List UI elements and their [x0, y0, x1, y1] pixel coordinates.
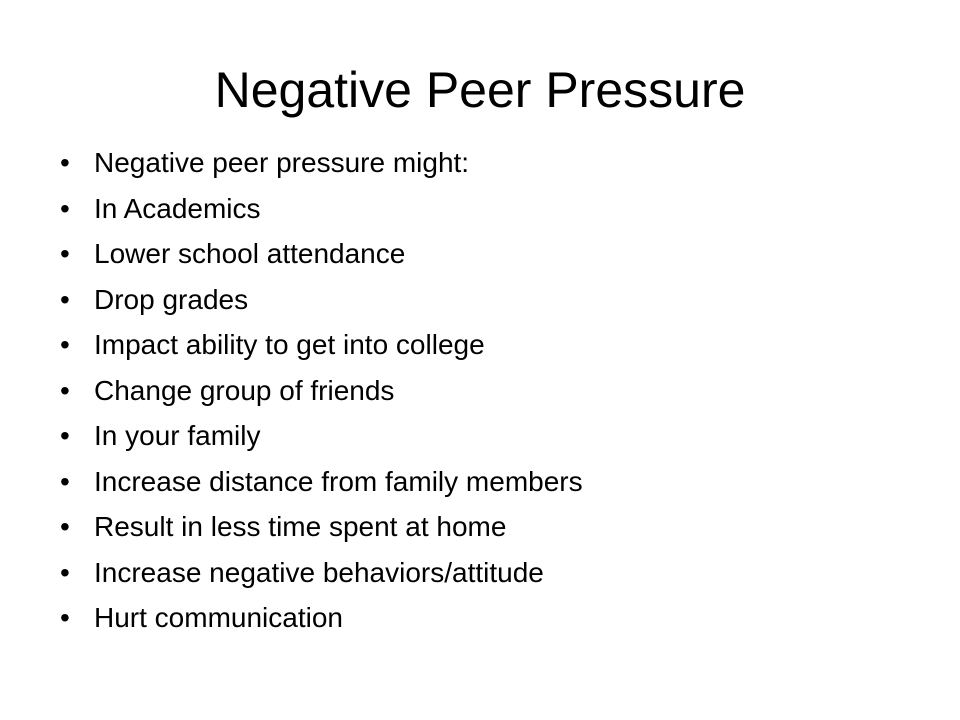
bullet-text: Increase distance from family members: [94, 465, 583, 497]
bullet-text: In Academics: [94, 192, 261, 224]
bullet-item: [60, 595, 940, 641]
bullet-icon: •: [60, 329, 70, 360]
bullet-icon: •: [60, 283, 70, 315]
bullet-icon: •: [60, 238, 70, 269]
bullet-item: [60, 231, 940, 277]
bullet-text: Drop grades: [94, 283, 249, 315]
bullet-icon: •: [60, 556, 70, 588]
bullet-text: Negative peer pressure might:: [94, 147, 470, 178]
bullet-text: Increase negative behaviors/attitude: [94, 556, 544, 588]
bullet-item: [60, 186, 940, 232]
bullet-item: [60, 322, 940, 368]
bullet-item: [60, 459, 940, 505]
bullet-icon: •: [60, 420, 70, 451]
bullet-icon: •: [60, 511, 70, 542]
bullet-item: [60, 277, 940, 323]
slide-title: Negative Peer Pressure: [214, 62, 746, 118]
bullet-icon: •: [60, 465, 70, 497]
bullet-item: [60, 504, 940, 550]
bullet-icon: •: [60, 602, 70, 633]
bullet-text: Lower school attendance: [94, 238, 406, 269]
bullet-text: Impact ability to get into college: [94, 329, 485, 360]
bullet-item: [60, 368, 940, 414]
bullet-list: [60, 140, 940, 641]
bullet-item: [60, 140, 940, 186]
bullet-text: Hurt communication: [94, 602, 343, 633]
bullet-text: Change group of friends: [94, 374, 395, 406]
bullet-icon: •: [60, 374, 70, 406]
bullet-icon: •: [60, 192, 70, 224]
bullet-icon: •: [60, 147, 70, 178]
bullet-item: [60, 413, 940, 459]
bullet-text: In your family: [94, 420, 261, 451]
bullet-text: Result in less time spent at home: [94, 511, 507, 542]
bullet-item: [60, 550, 940, 596]
